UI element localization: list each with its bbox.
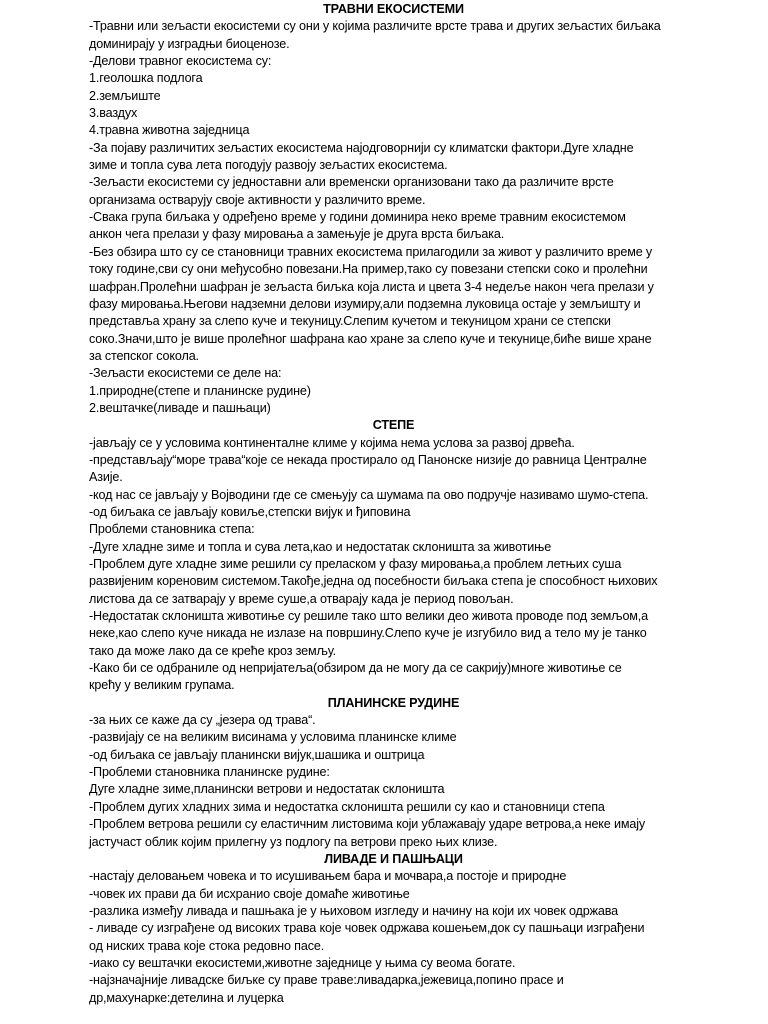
text-line: представља храну за слепо куче и текуницу.Слепим кучетом и текуницом храни се степски — [89, 314, 611, 329]
text-line: -најзначајније ливадске биљке су праве траве:ливадарка,јежевица,попино прасе и — [89, 973, 564, 988]
text-line: неке,као слепо куче никада не излазе на површину.Слепо куче је изгубило вид а тело му је танко — [89, 626, 647, 641]
text-line: Азије. — [89, 470, 123, 485]
text-line: -човек их прави да би исхранио своје домаће животиње — [89, 886, 410, 901]
text-line: -Проблем дугих хладних зима и недостатка склоништа решили су као и становници степа — [89, 799, 605, 814]
section-heading: СТЕПЕ — [372, 418, 415, 433]
text-line: тако да може лако да се креће кроз земљу. — [89, 643, 337, 658]
text-line: 1.геолошка подлога — [89, 71, 203, 86]
section-heading: ЛИВАДЕ И ПАШЊАЦИ — [324, 851, 463, 866]
text-line: Дуге хладне зиме,планински ветрови и недостатак склоништа — [89, 782, 445, 797]
text-line: -настају деловањем човека и то исушивањем бара и мочвара,а постоје и природне — [89, 869, 567, 884]
text-line: листова да се затварају у време суше,а отварају када је период повољан. — [89, 591, 514, 606]
text-line: јастучаст облик којим прилегну уз подлогу па ветрови преко њих клизе. — [89, 834, 498, 849]
text-line: -разлика између ливада и пашњака је у њиховом изгледу и начину на који их човек одржава — [89, 903, 618, 918]
text-line: -Како би се одбраниле од непријатеља(обзиром да не могу да се сакрију)многе животиње се — [89, 661, 622, 676]
text-line: од ниских трава које стока редовно пасе. — [89, 938, 325, 953]
text-line: -Свака група биљака у одређено време у години доминира неко време травним екосистемом — [89, 210, 626, 225]
text-line: -развијају се на великим висинама у условима планинске климе — [89, 730, 457, 745]
text-line: -Травни или зељасти екосистеми су они у којима различите врсте трава и других зељастих биљака — [89, 19, 661, 34]
text-line: др,махунарке:детелина и луцерка — [89, 990, 284, 1005]
text-line: -Дуге хладне зиме и топла и сува лета,као и недостатак склоништа за животиње — [89, 539, 552, 554]
text-line: -јављају се у условима континенталне климе у којима нема услова за развој дрвећа. — [89, 435, 575, 450]
text-line: Проблеми становника степа: — [89, 522, 255, 537]
text-line: -Без обзира што су се становници травних екосистема прилагодили за живот у различито време у — [89, 244, 653, 259]
text-line: 3.ваздух — [89, 106, 138, 121]
text-line: фазу мировања.Његови надземни делови изумиру,али подземна луковица остаје у земљишту и — [89, 296, 641, 311]
text-line: организама остварују своје активности у различито време. — [89, 192, 426, 207]
text-line: -представљају“море трава“које се некада простирало од Панонске низије до равница Централне — [89, 452, 647, 467]
text-line: 2.вештачке(ливаде и пашњаци) — [89, 400, 271, 415]
text-line: -Проблеми становника планинске рудине: — [89, 765, 330, 780]
text-line: -од биљака се јављају ковиље,степски вијук и ђиповина — [89, 504, 411, 519]
text-line: -Зељасти екосистеми се деле на: — [89, 366, 282, 381]
text-line: -Проблем дуге хладне зиме решили су преласком у фазу мировања,а проблем летњих суша — [89, 557, 622, 571]
text-line: -иако су вештачки екосистеми,животне заједнице у њима су веома богате. — [89, 955, 516, 970]
section-heading: ТРАВНИ ЕКОСИСТЕМИ — [323, 2, 464, 16]
text-line: зиме и топла сува лета погодују развоју зељастих екосистема. — [89, 158, 448, 173]
text-line: анкон чега прелази у фазу мировања а замењује је друга врста биљака. — [89, 227, 505, 242]
text-line: -Зељасти екосистеми су једноставни али временски организовани тако да различите врсте — [89, 175, 614, 190]
text-line: -Проблем ветрова решили су еластичним листовима који ублажавају ударе ветрова,а неке имају — [89, 817, 646, 832]
text-line: -Недостатак склоништа животиње су решиле тако што велики део живота проводе под земљом,а — [89, 609, 649, 624]
text-line: 2.земљиште — [89, 88, 161, 103]
text-line: -код нас се јављају у Војводини где се смењују са шумама па ово подручје називамо шумо-степа. — [89, 487, 649, 502]
text-line: 1.природне(степе и планинске рудине) — [89, 383, 311, 398]
text-line: - ливаде су изграђене од високих трава које човек одржава кошењем,док су пашњаци изграђени — [89, 921, 645, 936]
section-heading: ПЛАНИНСКЕ РУДИНЕ — [327, 695, 460, 710]
text-line: 4.травна животна заједница — [89, 123, 250, 138]
text-line: доминирају у изградњи биоценозе. — [89, 36, 290, 51]
text-line: -за њих се каже да су „језера од трава“. — [89, 713, 316, 728]
text-line: -За појаву различитих зељастих екосистема најодговорнији су климатски фактори.Дуге хладне — [89, 140, 634, 155]
text-line: крећу у великим групама. — [89, 678, 235, 693]
text-line: -Делови травног екосистема су: — [89, 54, 272, 69]
text-line: шафран.Пролећни шафран је зељаста биљка која листа и цвета 3-4 недеље након чега прелази у — [89, 279, 654, 294]
text-line: соко.Значи,што је више пролећног шафрана као хране за слепо куче и текунице,биће више хране — [89, 331, 652, 346]
text-line: току године,сви су они међусобно повезани.На пример,тако су повезани степски соко и пролећни — [89, 262, 648, 277]
text-line: -од биљака се јављају планински вијук,шашика и оштрица — [89, 747, 425, 762]
text-line: развијеним кореновим системом.Такође,једна од посебности биљака степа је способност њихових — [89, 574, 658, 589]
text-line: за степског сокола. — [89, 348, 199, 363]
